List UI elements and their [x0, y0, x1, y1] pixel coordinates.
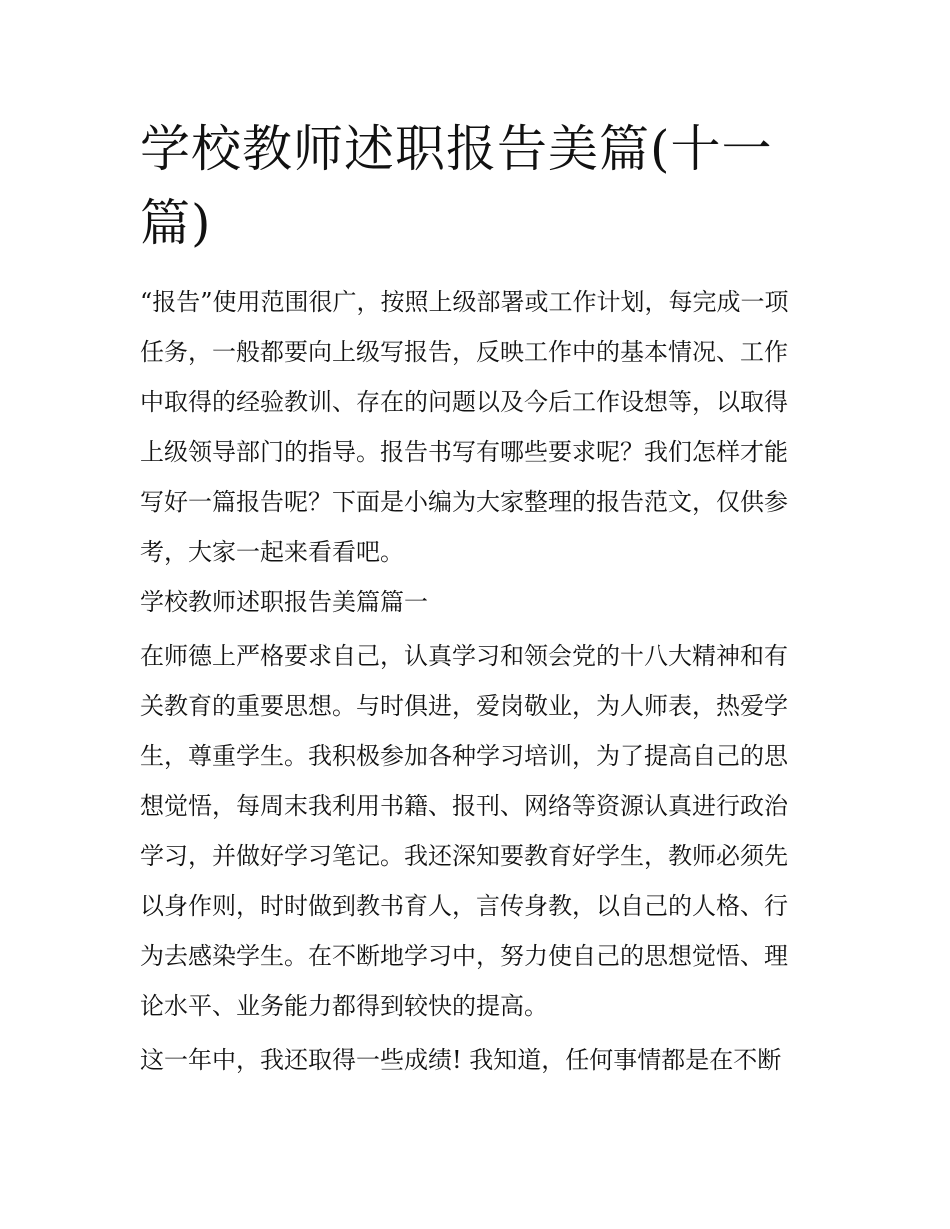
paragraph-line: 为去感染学生。在不断地学习中，努力使自己的思想觉悟、理 [140, 942, 788, 970]
paragraph-line: 以身作则，时时做到教书育人，言传身教，以自己的人格、行 [140, 892, 788, 920]
title-line: 篇) [140, 194, 212, 252]
intro-line: 上级领导部门的指导。报告书写有哪些要求呢？我们怎样才能 [140, 438, 788, 466]
paragraph-line: 学习，并做好学习笔记。我还深知要教育好学生，教师必须先 [140, 842, 788, 870]
paragraph-line: 在师德上严格要求自己，认真学习和领会党的十八大精神和有 [140, 642, 788, 670]
intro-line: 任务，一般都要向上级写报告，反映工作中的基本情况、工作 [140, 338, 788, 366]
section-heading: 学校教师述职报告美篇篇一 [140, 588, 428, 616]
paragraph-line: 想觉悟，每周末我利用书籍、报刊、网络等资源认真进行政治 [140, 792, 788, 820]
title-line: 学校教师述职报告美篇(十一 [140, 120, 773, 178]
intro-line: “报告”使用范围很广，按照上级部署或工作计划，每完成一项 [140, 288, 789, 316]
paragraph-line: 生，尊重学生。我积极参加各种学习培训，为了提高自己的思 [140, 742, 788, 770]
intro-line: 考，大家一起来看看吧。 [140, 538, 404, 566]
intro-line: 中取得的经验教训、存在的问题以及今后工作设想等，以取得 [140, 388, 788, 416]
intro-line: 写好一篇报告呢？下面是小编为大家整理的报告范文，仅供参 [140, 488, 788, 516]
paragraph-line: 论水平、业务能力都得到较快的提高。 [140, 992, 548, 1020]
document-title [140, 112, 820, 260]
paragraph-line: 关教育的重要思想。与时俱进，爱岗敬业，为人师表，热爱学 [140, 692, 788, 720]
paragraph-line: 这一年中，我还取得一些成绩! 我知道，任何事情都是在不断 [140, 1046, 782, 1074]
